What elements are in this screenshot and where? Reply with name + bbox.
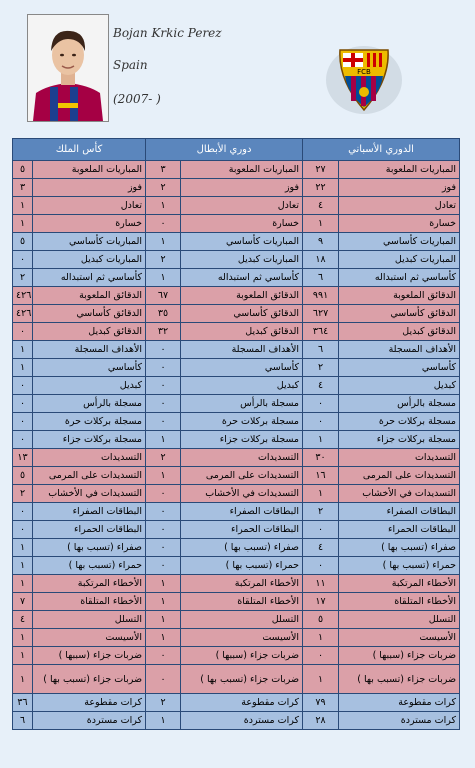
stat-value-champions: ١: [146, 629, 181, 647]
table-row: [13, 359, 460, 377]
stat-label: الدقائق كأساسي: [181, 305, 303, 323]
table-row: [13, 611, 460, 629]
stat-label: البطاقات الصفراء: [181, 503, 303, 521]
table-row: [13, 323, 460, 341]
stat-label: الدقائق كبديل: [339, 323, 460, 341]
player-photo-icon: [28, 15, 108, 121]
table-row: [13, 557, 460, 575]
stat-value-champions: ١: [146, 197, 181, 215]
table-row: [13, 593, 460, 611]
stat-label: الأهداف المسجلة: [33, 341, 146, 359]
stat-value-copa: ١: [13, 197, 33, 215]
stat-value-liga: ١٧: [303, 593, 339, 611]
stat-value-champions: ٢: [146, 179, 181, 197]
stat-value-liga: ١: [303, 629, 339, 647]
stat-value-copa: ١: [13, 557, 33, 575]
stat-value-liga: ٢: [303, 359, 339, 377]
stat-label: ضربات جزاء (سببها ): [181, 647, 303, 665]
stat-value-champions: ٠: [146, 395, 181, 413]
stat-value-copa: ١: [13, 575, 33, 593]
stat-value-liga: ١: [303, 431, 339, 449]
stat-label: التسلل: [33, 611, 146, 629]
stat-value-liga: ٦: [303, 269, 339, 287]
stat-value-champions: ٠: [146, 557, 181, 575]
column-header-copa: كأس الملك: [13, 139, 146, 161]
stat-value-champions: ٦٧: [146, 287, 181, 305]
stat-value-copa: ٣: [13, 179, 33, 197]
stat-label: الدقائق كبديل: [181, 323, 303, 341]
stat-value-liga: ٤: [303, 197, 339, 215]
stat-label: فوز: [181, 179, 303, 197]
stat-value-liga: ٢: [303, 503, 339, 521]
stat-label: مسجلة بركلات حرة: [33, 413, 146, 431]
stat-label: البطاقات الصفراء: [339, 503, 460, 521]
stat-label: كبديل: [181, 377, 303, 395]
stat-value-copa: ١: [13, 359, 33, 377]
stat-value-copa: ٠: [13, 431, 33, 449]
table-row: [13, 269, 460, 287]
stat-label: التسديدات: [33, 449, 146, 467]
stat-label: التسديدات: [181, 449, 303, 467]
stat-value-champions: ٠: [146, 359, 181, 377]
table-row: [13, 251, 460, 269]
stat-value-champions: ١: [146, 431, 181, 449]
table-row: [13, 503, 460, 521]
stat-label: المباريات الملعوبة: [181, 161, 303, 179]
stat-value-liga: ٢٧: [303, 161, 339, 179]
stat-label: المباريات كأساسي: [33, 233, 146, 251]
column-header-champions: دوري الأبطال: [146, 139, 303, 161]
stat-value-champions: ١: [146, 611, 181, 629]
stat-value-copa: ٠: [13, 413, 33, 431]
stat-label: كأساسي ثم استبداله: [181, 269, 303, 287]
stat-value-liga: ٩٩١: [303, 287, 339, 305]
stat-value-copa: ٤: [13, 611, 33, 629]
stat-label: التسديدات على المرمى: [33, 467, 146, 485]
table-row: [13, 647, 460, 665]
stat-label: كرات مقطوعة: [339, 694, 460, 712]
stat-label: تعادل: [339, 197, 460, 215]
table-row: [13, 161, 460, 179]
player-photo: [27, 14, 109, 122]
stat-label: فوز: [339, 179, 460, 197]
stats-table: [12, 138, 459, 730]
stat-label: حمراء (تسبب بها ): [181, 557, 303, 575]
stat-label: الأهداف المسجلة: [181, 341, 303, 359]
stat-value-champions: ١: [146, 233, 181, 251]
stat-label: التسلل: [339, 611, 460, 629]
player-country: Spain: [113, 58, 148, 72]
stat-label: تعادل: [33, 197, 146, 215]
stat-value-champions: ٣٢: [146, 323, 181, 341]
stat-label: الأخطاء المتلقاة: [33, 593, 146, 611]
stat-label: الأسيست: [33, 629, 146, 647]
stat-label: البطاقات الصفراء: [33, 503, 146, 521]
stat-label: مسجلة بركلات جزاء: [339, 431, 460, 449]
stat-label: المباريات الملعوبة: [33, 161, 146, 179]
stat-value-liga: ١: [303, 665, 339, 694]
stat-label: الأسيست: [181, 629, 303, 647]
stat-label: الأخطاء المرتكبة: [181, 575, 303, 593]
stat-value-copa: ١٣: [13, 449, 33, 467]
table-row: [13, 449, 460, 467]
stat-value-champions: ٠: [146, 665, 181, 694]
table-row: [13, 665, 460, 694]
stat-label: كأساسي ثم استبداله: [33, 269, 146, 287]
stat-label: خسارة: [33, 215, 146, 233]
stat-value-copa: ٢: [13, 269, 33, 287]
stat-label: الأهداف المسجلة: [339, 341, 460, 359]
stat-label: فوز: [33, 179, 146, 197]
stat-label: الدقائق الملعوبة: [339, 287, 460, 305]
stat-value-champions: ٠: [146, 503, 181, 521]
stat-label: التسديدات: [339, 449, 460, 467]
stat-value-copa: ٠: [13, 377, 33, 395]
stat-value-copa: ١: [13, 647, 33, 665]
stat-value-liga: ١: [303, 485, 339, 503]
stat-value-liga: ٢٨: [303, 712, 339, 730]
stat-value-copa: ١: [13, 341, 33, 359]
stat-value-liga: ٥: [303, 611, 339, 629]
table-row: [13, 575, 460, 593]
stat-label: البطاقات الحمراء: [181, 521, 303, 539]
stat-label: خسارة: [339, 215, 460, 233]
stat-value-champions: ١: [146, 269, 181, 287]
stat-label: الدقائق كأساسي: [33, 305, 146, 323]
stat-label: كأساسي ثم استبداله: [339, 269, 460, 287]
stat-value-champions: ٠: [146, 485, 181, 503]
table-row: [13, 179, 460, 197]
fc-barcelona-crest-icon: [324, 44, 404, 116]
table-row: [13, 215, 460, 233]
stat-label: الأخطاء المتلقاة: [181, 593, 303, 611]
stat-value-liga: ٤: [303, 539, 339, 557]
stat-value-copa: ٤٢٦: [13, 305, 33, 323]
stat-value-champions: ٠: [146, 647, 181, 665]
stat-label: المباريات كبديل: [339, 251, 460, 269]
stat-label: التسديدات على المرمى: [339, 467, 460, 485]
stat-label: صفراء (تسبب بها ): [181, 539, 303, 557]
stat-label: مسجلة بالرأس: [339, 395, 460, 413]
table-row: [13, 629, 460, 647]
stat-label: الأخطاء المرتكبة: [33, 575, 146, 593]
stat-value-champions: ٠: [146, 215, 181, 233]
table-row: [13, 305, 460, 323]
stat-value-liga: ١١: [303, 575, 339, 593]
stat-label: كبديل: [339, 377, 460, 395]
stat-value-copa: ٠: [13, 521, 33, 539]
stat-label: ضربات جزاء (تسبب بها ): [181, 665, 303, 694]
stat-label: التسلل: [181, 611, 303, 629]
stat-label: الأخطاء المرتكبة: [339, 575, 460, 593]
stat-label: الأسيست: [339, 629, 460, 647]
table-row: [13, 712, 460, 730]
stat-label: المباريات الملعوبة: [339, 161, 460, 179]
stat-value-champions: ٠: [146, 341, 181, 359]
stat-label: مسجلة بركلات جزاء: [33, 431, 146, 449]
stat-label: ضربات جزاء (سببها ): [339, 647, 460, 665]
table-row: [13, 694, 460, 712]
stat-label: التسديدات في الأخشاب: [339, 485, 460, 503]
stat-value-champions: ١: [146, 575, 181, 593]
stat-label: كرات مستردة: [33, 712, 146, 730]
stat-value-copa: ٥: [13, 233, 33, 251]
stat-label: مسجلة بالرأس: [33, 395, 146, 413]
table-row: [13, 395, 460, 413]
stat-value-liga: ٠: [303, 557, 339, 575]
stat-value-copa: ٣٦: [13, 694, 33, 712]
stat-label: مسجلة بركلات حرة: [181, 413, 303, 431]
stat-value-copa: ١: [13, 539, 33, 557]
table-row: [13, 197, 460, 215]
stat-label: الدقائق الملعوبة: [181, 287, 303, 305]
table-row: [13, 485, 460, 503]
stat-value-champions: ٣: [146, 161, 181, 179]
stat-label: مسجلة بركلات حرة: [339, 413, 460, 431]
stat-label: الدقائق كبديل: [33, 323, 146, 341]
stat-label: مسجلة بالرأس: [181, 395, 303, 413]
stat-label: كأساسي: [339, 359, 460, 377]
stat-value-liga: ١: [303, 215, 339, 233]
stat-value-liga: ٠: [303, 395, 339, 413]
stat-value-copa: ٧: [13, 593, 33, 611]
table-row: [13, 521, 460, 539]
stat-value-champions: ٠: [146, 521, 181, 539]
stat-label: المباريات كأساسي: [339, 233, 460, 251]
table-row: [13, 287, 460, 305]
stat-value-champions: ٠: [146, 413, 181, 431]
stat-label: كأساسي: [33, 359, 146, 377]
stat-value-champions: ١: [146, 712, 181, 730]
stat-label: حمراء (تسبب بها ): [339, 557, 460, 575]
table-row: [13, 233, 460, 251]
table-row: [13, 467, 460, 485]
table-row: [13, 431, 460, 449]
stat-value-champions: ٢: [146, 251, 181, 269]
stat-label: التسديدات في الأخشاب: [33, 485, 146, 503]
stat-value-liga: ٤: [303, 377, 339, 395]
stat-label: الدقائق الملعوبة: [33, 287, 146, 305]
stat-label: كرات مستردة: [181, 712, 303, 730]
stat-label: الدقائق كأساسي: [339, 305, 460, 323]
stat-label: كرات مقطوعة: [181, 694, 303, 712]
stat-value-champions: ٢: [146, 449, 181, 467]
stat-value-copa: ٠: [13, 395, 33, 413]
stat-value-champions: ١: [146, 593, 181, 611]
stat-value-copa: ٥: [13, 161, 33, 179]
stat-value-copa: ٠: [13, 503, 33, 521]
stat-value-champions: ٢: [146, 694, 181, 712]
stat-value-liga: ٩: [303, 233, 339, 251]
stat-value-copa: ٢: [13, 485, 33, 503]
stat-value-copa: ١: [13, 665, 33, 694]
stat-value-champions: ٠: [146, 377, 181, 395]
table-row: [13, 377, 460, 395]
stat-label: كأساسي: [181, 359, 303, 377]
stat-label: صفراء (تسبب بها ): [33, 539, 146, 557]
stat-value-copa: ٦: [13, 712, 33, 730]
stat-value-champions: ١: [146, 467, 181, 485]
stat-value-champions: ٣٥: [146, 305, 181, 323]
stat-label: صفراء (تسبب بها ): [339, 539, 460, 557]
stat-label: التسديدات في الأخشاب: [181, 485, 303, 503]
stat-label: كبديل: [33, 377, 146, 395]
stat-label: ضربات جزاء (تسبب بها ): [33, 665, 146, 694]
stat-value-copa: ٥: [13, 467, 33, 485]
stat-label: ضربات جزاء (تسبب بها ): [339, 665, 460, 694]
stat-label: الأخطاء المتلقاة: [339, 593, 460, 611]
stat-label: حمراء (تسبب بها ): [33, 557, 146, 575]
stat-value-liga: ٦٢٧: [303, 305, 339, 323]
stat-value-champions: ٠: [146, 539, 181, 557]
svg-text:FCB: FCB: [357, 68, 371, 76]
stat-value-liga: ٦: [303, 341, 339, 359]
stat-label: ضربات جزاء (سببها ): [33, 647, 146, 665]
stat-value-copa: ١: [13, 629, 33, 647]
stat-label: البطاقات الحمراء: [33, 521, 146, 539]
stat-value-liga: ١٨: [303, 251, 339, 269]
stat-label: المباريات كأساسي: [181, 233, 303, 251]
stat-label: مسجلة بركلات جزاء: [181, 431, 303, 449]
stat-label: تعادل: [181, 197, 303, 215]
stat-value-liga: ٠: [303, 521, 339, 539]
column-header-liga: الدوري الأسباني: [303, 139, 460, 161]
stat-value-liga: ٠: [303, 413, 339, 431]
stat-value-liga: ٧٩: [303, 694, 339, 712]
table-row: [13, 539, 460, 557]
stat-value-liga: ٣٦٤: [303, 323, 339, 341]
table-row: [13, 413, 460, 431]
player-name: Bojan Krkic Perez: [113, 26, 222, 40]
stat-label: كرات مقطوعة: [33, 694, 146, 712]
stat-label: خسارة: [181, 215, 303, 233]
stat-value-liga: ٣٠: [303, 449, 339, 467]
stat-value-liga: ١٦: [303, 467, 339, 485]
stat-label: التسديدات على المرمى: [181, 467, 303, 485]
stat-value-liga: ٢٢: [303, 179, 339, 197]
stat-label: المباريات كبديل: [33, 251, 146, 269]
player-years: (2007- ): [113, 92, 161, 106]
stat-label: البطاقات الحمراء: [339, 521, 460, 539]
stat-value-copa: ١: [13, 215, 33, 233]
stat-value-copa: ٤٢٦: [13, 287, 33, 305]
stat-value-copa: ٠: [13, 323, 33, 341]
table-row: [13, 341, 460, 359]
stat-value-liga: ٠: [303, 647, 339, 665]
stat-label: كرات مستردة: [339, 712, 460, 730]
stat-label: المباريات كبديل: [181, 251, 303, 269]
stat-value-copa: ٠: [13, 251, 33, 269]
